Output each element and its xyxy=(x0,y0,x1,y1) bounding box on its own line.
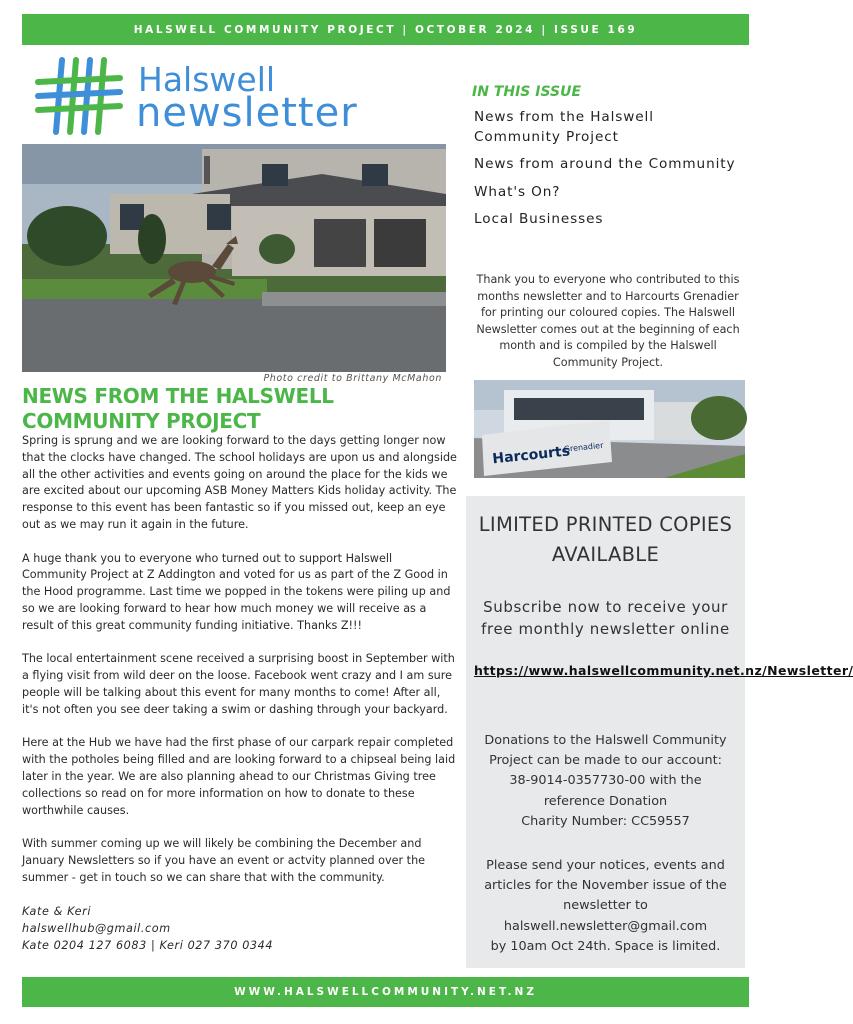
newsletter-logo xyxy=(34,56,444,136)
section-heading: NEWS FROM THE HALSWELL COMMUNITY PROJECT xyxy=(22,384,334,433)
article-paragraph: A huge thank you to everyone who turned out to support Halswell Community Project at Z Addington and voted for us as part of the Z Good in the Hood programme. Last time we popped in the tokens were piling up and so we are looking forward to hear how much money we will receive as a result of this great community funding initiative. Thanks Z!!! xyxy=(22,551,451,632)
article-paragraph: Spring is sprung and we are looking forward to the days getting longer now that the clocks have changed. The school holidays are upon us and alongside all the other activities and events going on around the place for the kids we are excited about our upcoming ASB Money Matters Kids holiday activity. The response to this event has been fantastic so if you missed out, keep an eye out as we may run it again in the future. xyxy=(22,434,457,531)
thank-you-note: Thank you to everyone who contributed to this months newsletter and to Harcourts Grenadier for printing our coloured copies. The Halswell Newsletter comes out at the beginning of each month and is compiled by the Halswell Community Project. xyxy=(476,273,740,369)
submission-line: newsletter to xyxy=(563,898,648,914)
submission-line: Please send your notices, events and xyxy=(486,858,725,873)
signoff-email: halswellhub@gmail.com xyxy=(22,922,171,936)
subscribe-text: Subscribe now to receive your free monthly newsletter online xyxy=(481,598,730,638)
harcourts-office-photo xyxy=(474,380,745,478)
deer-running-photo xyxy=(22,144,446,372)
info-panel xyxy=(466,496,853,968)
submission-info xyxy=(466,856,745,957)
article-body xyxy=(22,433,458,954)
limited-copies-title: LIMITED PRINTED COPIES AVAILABLE xyxy=(478,513,733,566)
sponsor-sign-brand: Harcourts xyxy=(491,443,571,468)
donation-line: Donations to the Halswell Community xyxy=(484,733,727,748)
article-paragraph: With summer coming up we will likely be combining the December and January Newsletters so if you have an event or actvity planned over the summer - get in touch so we can share that with the community. xyxy=(22,837,426,884)
submission-line: articles for the November issue of the xyxy=(484,878,727,894)
sponsor-sign-branch: Grenadier xyxy=(563,440,604,454)
photo-credit: Photo credit to Brittany McMahon xyxy=(263,373,442,384)
woven-hash-logo-icon xyxy=(34,56,124,136)
newsletter-link[interactable]: https://www.halswellcommunity.net.nz/Newsletter/ xyxy=(474,663,853,678)
donation-line: reference Donation xyxy=(543,793,668,809)
logo-word-halswell: Halswell xyxy=(138,60,276,99)
issue-item: Local Businesses xyxy=(474,211,604,227)
logo-word-newsletter: newsletter xyxy=(136,90,358,136)
issue-item: News from the Halswell Community Project xyxy=(474,109,654,145)
article-paragraph: The local entertainment scene received a surprising boost in September with a flying visit from wild deer on the loose. Facebook went crazy and I am sure people will be talking about this event for many months to come! After all, it's not often you see deer taking a swim or dashing through your backyard. xyxy=(22,652,455,716)
top-banner: HALSWELL COMMUNITY PROJECT | OCTOBER 2024 | ISSUE 169 xyxy=(22,14,749,45)
submission-line: by 10am Oct 24th. Space is limited. xyxy=(490,938,721,954)
issue-item: What's On? xyxy=(474,183,561,200)
in-this-issue-heading: IN THIS ISSUE xyxy=(472,84,582,100)
donation-line: 38-9014-0357730-00 with the xyxy=(509,773,702,789)
submission-line: halswell.newsletter@gmail.com xyxy=(503,918,708,934)
donation-line: Charity Number: CC59557 xyxy=(521,813,690,829)
signoff-phones: Kate 0204 127 6083 | Keri 027 370 0344 xyxy=(22,939,274,953)
in-this-issue-list xyxy=(474,108,744,238)
bottom-banner[interactable]: WWW.HALSWELLCOMMUNITY.NET.NZ xyxy=(22,977,749,1007)
issue-item: News from around the Community xyxy=(474,156,736,172)
article-paragraph: Here at the Hub we have had the first phase of our carpark repair completed with the potholes being filled and are looking forward to a chipseal being laid later in the year. We are also planning ahead to our Christmas Giving tree collections so read on for more information on how to donate to these worthwhile causes. xyxy=(22,736,456,817)
donation-line: Project can be made to our account: xyxy=(489,753,722,769)
signoff-names: Kate & Keri xyxy=(22,905,92,919)
donation-info xyxy=(466,731,745,832)
signoff xyxy=(22,903,458,954)
